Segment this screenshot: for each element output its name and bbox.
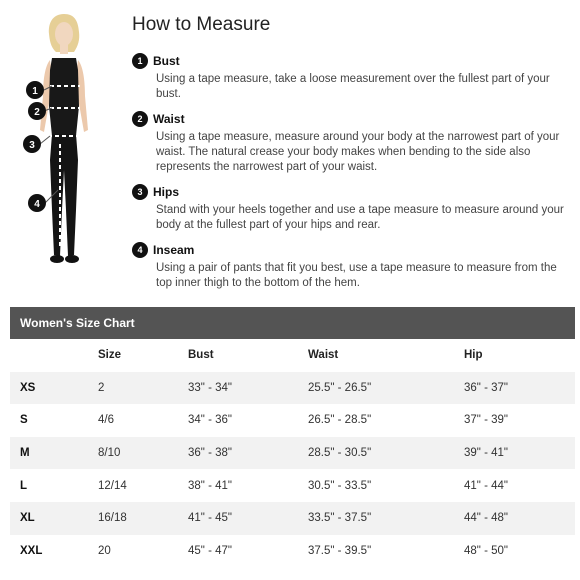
step-inseam bbox=[132, 241, 572, 291]
size-value: 2 bbox=[98, 381, 105, 394]
hip-value: 44" - 48" bbox=[464, 512, 508, 525]
column-header-waist: Waist bbox=[308, 349, 339, 362]
svg-text:3: 3 bbox=[29, 140, 35, 151]
table-row bbox=[10, 437, 575, 470]
hip-value: 41" - 44" bbox=[464, 479, 508, 492]
size-value: 4/6 bbox=[98, 414, 114, 427]
size-label: L bbox=[20, 479, 28, 492]
step-hips bbox=[132, 183, 572, 233]
size-value: 8/10 bbox=[98, 447, 121, 460]
column-header bbox=[10, 339, 98, 372]
waist-value: 30.5" - 33.5" bbox=[308, 479, 372, 492]
column-header-size: Size bbox=[98, 349, 122, 362]
bust-value: 41" - 45" bbox=[188, 512, 232, 525]
bust-value: 45" - 47" bbox=[188, 544, 232, 557]
waist-value: 37.5" - 39.5" bbox=[308, 544, 372, 557]
bust-value: 36" - 38" bbox=[188, 447, 232, 460]
step-description: Using a pair of pants that fit you best, use a tape measure to measure from the top inner thigh to the bottom of the hem. bbox=[156, 262, 557, 289]
size-chart-title: Women's Size Chart bbox=[10, 307, 575, 339]
bust-value: 38" - 41" bbox=[188, 479, 232, 492]
hip-value: 39" - 41" bbox=[464, 447, 508, 460]
step-title: Bust bbox=[153, 54, 180, 68]
size-label: XL bbox=[20, 512, 35, 525]
hip-value: 37" - 39" bbox=[464, 414, 508, 427]
table-row bbox=[10, 469, 575, 502]
size-value: 12/14 bbox=[98, 479, 127, 492]
figure-marker-3 bbox=[23, 135, 41, 153]
svg-text:1: 1 bbox=[32, 86, 38, 97]
waist-value: 28.5" - 30.5" bbox=[308, 447, 372, 460]
size-chart-table bbox=[10, 339, 575, 567]
waist-value: 33.5" - 37.5" bbox=[308, 512, 372, 525]
step-title: Hips bbox=[153, 185, 180, 199]
size-chart bbox=[10, 307, 575, 567]
size-label: M bbox=[20, 447, 30, 460]
svg-text:4: 4 bbox=[34, 199, 40, 210]
table-row bbox=[10, 372, 575, 405]
step-title: Waist bbox=[153, 112, 185, 126]
waist-value: 26.5" - 28.5" bbox=[308, 414, 372, 427]
size-label: XS bbox=[20, 381, 36, 394]
step-waist bbox=[132, 110, 572, 175]
step-description: Stand with your heels together and use a tape measure to measure around your body at the fullest part of your hips and rear. bbox=[156, 204, 564, 231]
size-label: S bbox=[20, 414, 28, 427]
svg-text:2: 2 bbox=[34, 107, 40, 118]
figure-marker-1 bbox=[26, 81, 44, 99]
size-value: 16/18 bbox=[98, 512, 127, 525]
table-row bbox=[10, 535, 575, 568]
column-header-bust: Bust bbox=[188, 349, 214, 362]
table-row bbox=[10, 502, 575, 535]
bust-value: 34" - 36" bbox=[188, 414, 232, 427]
step-description: Using a tape measure, measure around your body at the narrowest part of your waist. The natural crease your body makes when bending to the side also represents the narrowest part of your waist. bbox=[156, 131, 560, 173]
woman-silhouette-illustration bbox=[12, 10, 122, 272]
step-number-badge: 4 bbox=[132, 242, 148, 258]
page-title: How to Measure bbox=[132, 14, 271, 35]
step-bust bbox=[132, 52, 572, 102]
hip-value: 36" - 37" bbox=[464, 381, 508, 394]
size-value: 20 bbox=[98, 544, 111, 557]
step-number-badge: 1 bbox=[132, 53, 148, 69]
step-number-badge: 2 bbox=[132, 111, 148, 127]
column-header-hip: Hip bbox=[464, 349, 483, 362]
step-title: Inseam bbox=[153, 243, 195, 257]
figure-marker-4 bbox=[28, 194, 46, 212]
table-header-row bbox=[10, 339, 575, 372]
size-label: XXL bbox=[20, 544, 43, 557]
waist-value: 25.5" - 26.5" bbox=[308, 381, 372, 394]
hip-value: 48" - 50" bbox=[464, 544, 508, 557]
measurement-figure bbox=[12, 10, 122, 272]
table-row bbox=[10, 404, 575, 437]
step-description: Using a tape measure, take a loose measurement over the fullest part of your bust. bbox=[156, 73, 550, 100]
bust-value: 33" - 34" bbox=[188, 381, 232, 394]
figure-marker-2 bbox=[28, 102, 46, 120]
step-number-badge: 3 bbox=[132, 184, 148, 200]
